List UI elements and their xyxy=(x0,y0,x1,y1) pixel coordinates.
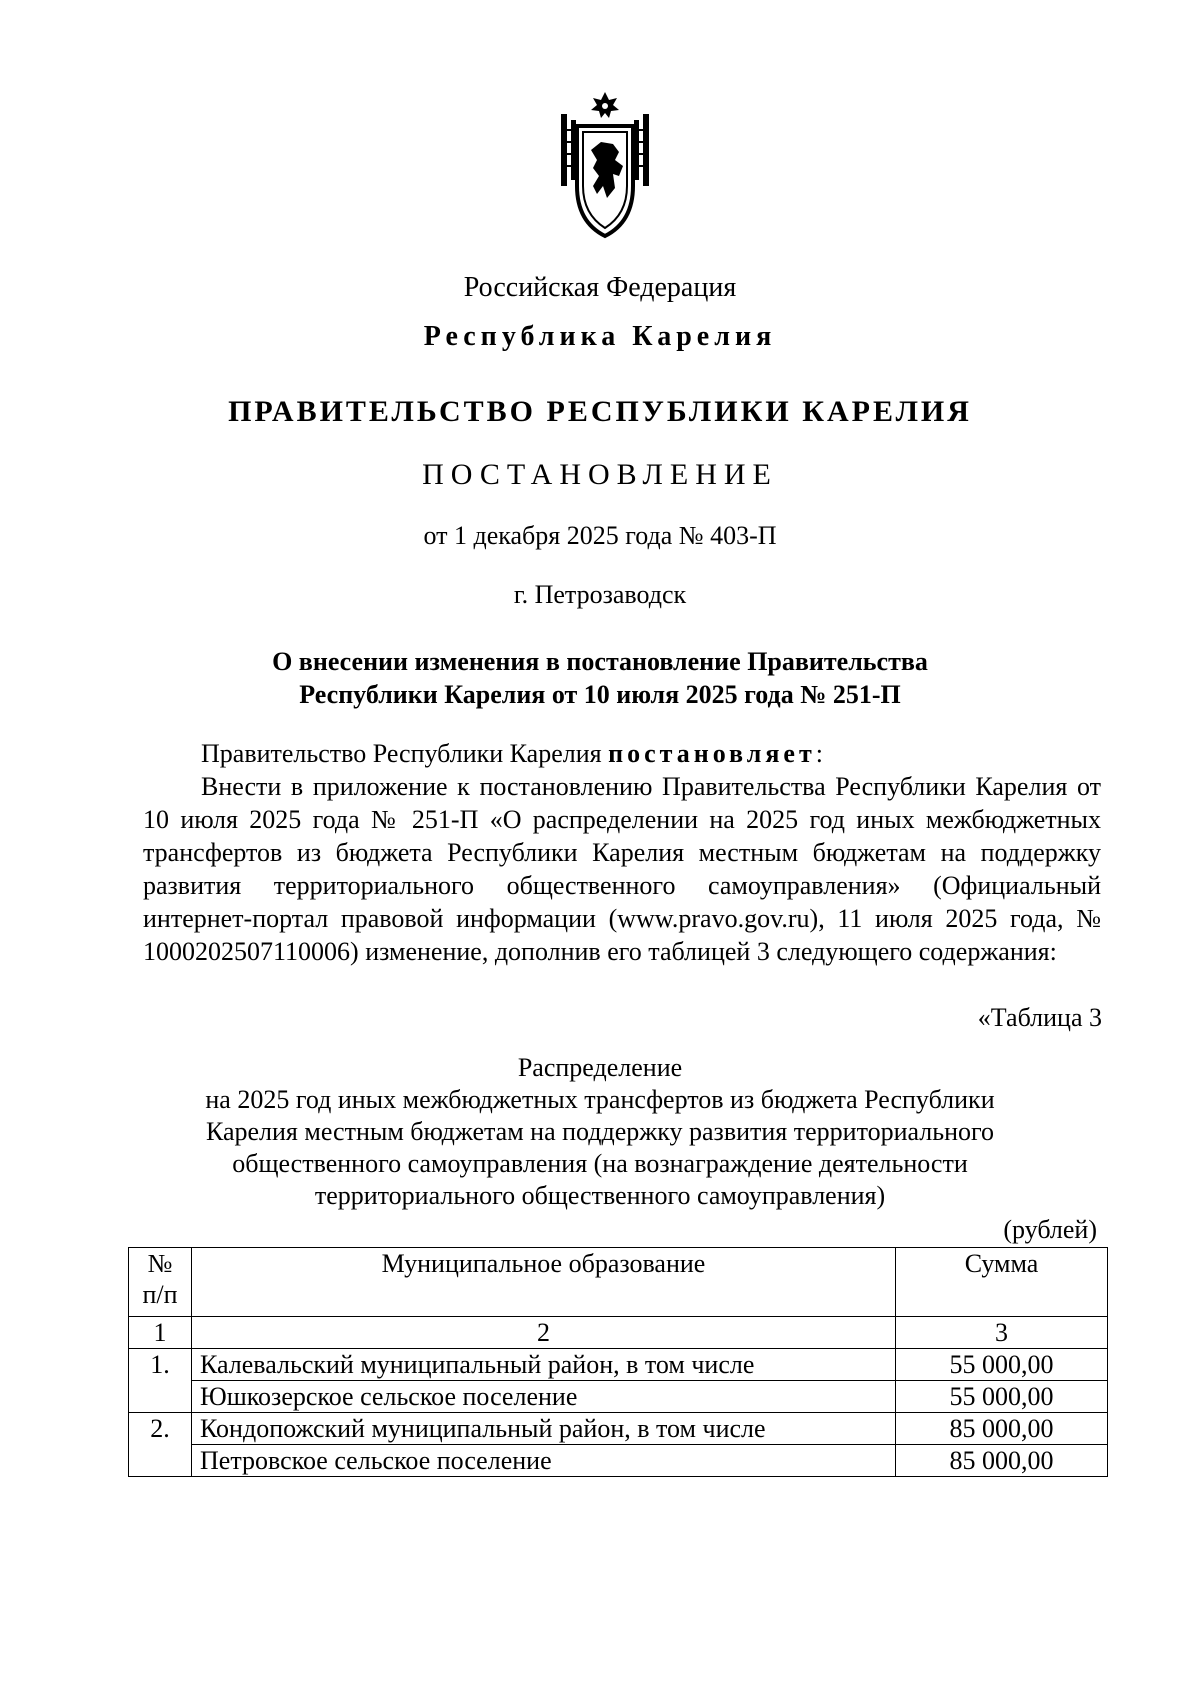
column-number: 3 xyxy=(896,1317,1108,1349)
header-num-line-2: п/п xyxy=(142,1280,178,1309)
preamble-suffix: : xyxy=(815,739,823,768)
row-num: 2. xyxy=(129,1413,192,1445)
currency-unit: (рублей) xyxy=(1003,1215,1097,1244)
document-city: г. Петрозаводск xyxy=(513,580,687,609)
row-amount: 55 000,00 xyxy=(896,1349,1108,1381)
row-amount: 55 000,00 xyxy=(896,1381,1108,1413)
column-number: 2 xyxy=(192,1317,896,1349)
table-title-line-4: общественного самоуправления (на вознаграждение деятельности xyxy=(232,1149,968,1178)
header-amount: Сумма xyxy=(896,1248,1108,1317)
preamble-action: постановляет xyxy=(608,739,816,768)
table-title xyxy=(0,1052,1200,1212)
table-title-line-2: на 2025 год иных межбюджетных трансфертов из бюджета Республики xyxy=(205,1085,995,1114)
subject-line-1: О внесении изменения в постановление Правительства xyxy=(272,647,928,676)
row-num xyxy=(129,1445,192,1477)
table-row xyxy=(129,1413,1108,1445)
row-name: Кондопожский муниципальный район, в том числе xyxy=(192,1413,896,1445)
table-row xyxy=(129,1381,1108,1413)
row-amount: 85 000,00 xyxy=(896,1445,1108,1477)
document-type: ПОСТАНОВЛЕНИЕ xyxy=(422,458,778,491)
row-amount: 85 000,00 xyxy=(896,1413,1108,1445)
header-municipality: Муниципальное образование xyxy=(192,1248,896,1317)
table-header-row xyxy=(129,1248,1108,1317)
country-title: Российская Федерация xyxy=(463,272,737,303)
row-name: Петровское сельское поселение xyxy=(192,1445,896,1477)
header-num xyxy=(129,1248,192,1317)
table-label: «Таблица 3 xyxy=(977,1003,1102,1032)
preamble-prefix: Правительство Республики Карелия xyxy=(201,739,609,768)
row-num: 1. xyxy=(129,1349,192,1381)
row-name: Калевальский муниципальный район, в том числе xyxy=(192,1349,896,1381)
row-num xyxy=(129,1381,192,1413)
distribution-table xyxy=(128,1247,1108,1477)
header-num-line-1: № xyxy=(147,1249,173,1278)
table-title-line-1: Распределение xyxy=(517,1053,683,1082)
republic-title: Республика Карелия xyxy=(423,321,777,352)
column-number: 1 xyxy=(129,1317,192,1349)
karelia-coat-of-arms-icon xyxy=(557,90,653,240)
document-date-number: от 1 декабря 2025 года № 403-П xyxy=(423,521,777,550)
government-title: ПРАВИТЕЛЬСТВО РЕСПУБЛИКИ КАРЕЛИЯ xyxy=(228,395,972,428)
table-title-line-3: Карелия местным бюджетам на поддержку развития территориального xyxy=(205,1117,995,1146)
column-number-row xyxy=(129,1317,1108,1349)
row-name: Юшкозерское сельское поселение xyxy=(192,1381,896,1413)
table-title-line-5: территориального общественного самоуправления) xyxy=(314,1181,886,1210)
preamble xyxy=(143,737,1101,770)
main-paragraph: Внести в приложение к постановлению Правительства Республики Карелия от 10 июля 2025 года № 251-П «О распределении на 2025 год иных межбюджетных трансфертов из бюджета Республики Карелия местным бюджетам на поддержку развития территориального общественного самоуправления» (Официальный интернет-портал правовой информации (www.pravo.gov.ru), 11 июля 2025 года, № 1000202507110006) изменение, дополнив его таблицей 3 следующего содержания: xyxy=(143,772,1101,966)
table-row xyxy=(129,1349,1108,1381)
document-subject xyxy=(0,645,1200,711)
subject-line-2: Республики Карелия от 10 июля 2025 года № 251-П xyxy=(299,680,901,709)
table-row xyxy=(129,1445,1108,1477)
